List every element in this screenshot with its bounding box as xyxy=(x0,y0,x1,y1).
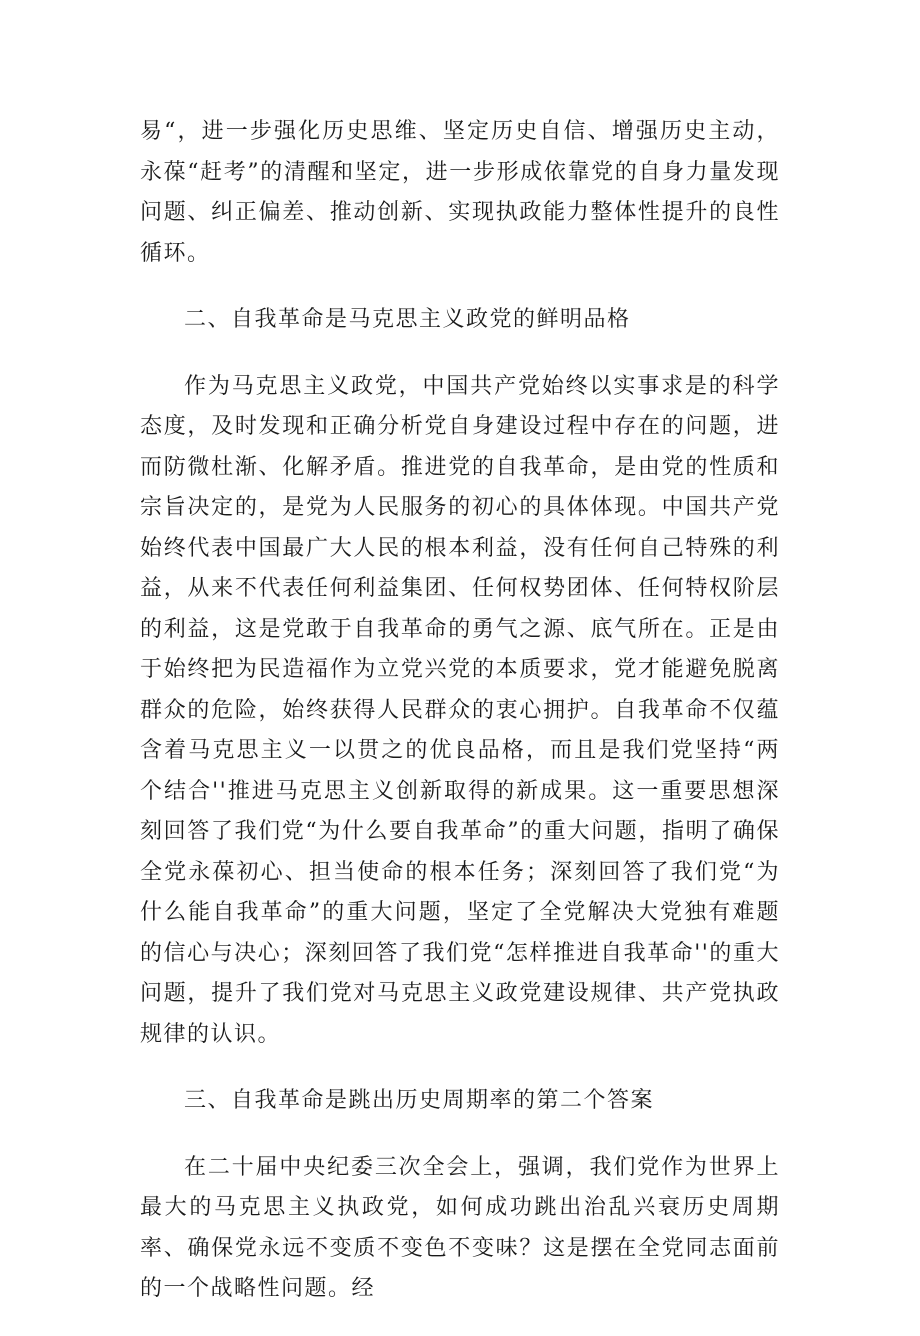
paragraph-section-2: 作为马克思主义政党，中国共产党始终以实事求是的科学态度，及时发现和正确分析党自身建设过程中存在的问题，进而防微杜渐、化解矛盾。推进党的自我革命，是由党的性质和宗旨决定的，是党为人民服务的初心的具体体现。中国共产党始终代表中国最广大人民的根本利益，没有任何自己特殊的利益，从来不代表任何利益集团、任何权势团体、任何特权阶层的利益，这是党敢于自我革命的勇气之源、底气所在。正是由于始终把为民造福作为立党兴党的本质要求，党才能避免脱离群众的危险，始终获得人民群众的衷心拥护。自我革命不仅蕴含着马克思主义一以贯之的优良品格，而且是我们党坚持“两个结合''推进马克思主义创新取得的新成果。这一重要思想深刻回答了我们党“为什么要自我革命”的重大问题，指明了确保全党永葆初心、担当使命的根本任务；深刻回答了我们党“为什么能自我革命”的重大问题，坚定了全党解决大党独有难题的信心与决心；深刻回答了我们党“怎样推进自我革命''的重大问题，提升了我们党对马克思主义政党建设规律、共产党执政规律的认识。 xyxy=(140,373,780,1047)
document-body xyxy=(140,112,780,1336)
section-heading-3: 三、自我革命是跳出历史周期率的第二个答案 xyxy=(184,1088,655,1113)
paragraph-section-3: 在二十届中央纪委三次全会上，强调，我们党作为世界上最大的马克思主义执政党，如何成功跳出治乱兴衰历史周期率、确保党永远不变质不变色不变味？这是摆在全党同志面前的一个战略性问题。经 xyxy=(140,1154,780,1301)
paragraph-continuation: 易“，进一步强化历史思维、坚定历史自信、增强历史主动，永葆“赶考”的清醒和坚定，进一步形成依靠党的自身力量发现问题、纠正偏差、推动创新、实现执政能力整体性提升的良性循环。 xyxy=(140,119,780,266)
section-heading-2: 二、自我革命是马克思主义政党的鲜明品格 xyxy=(184,307,631,332)
